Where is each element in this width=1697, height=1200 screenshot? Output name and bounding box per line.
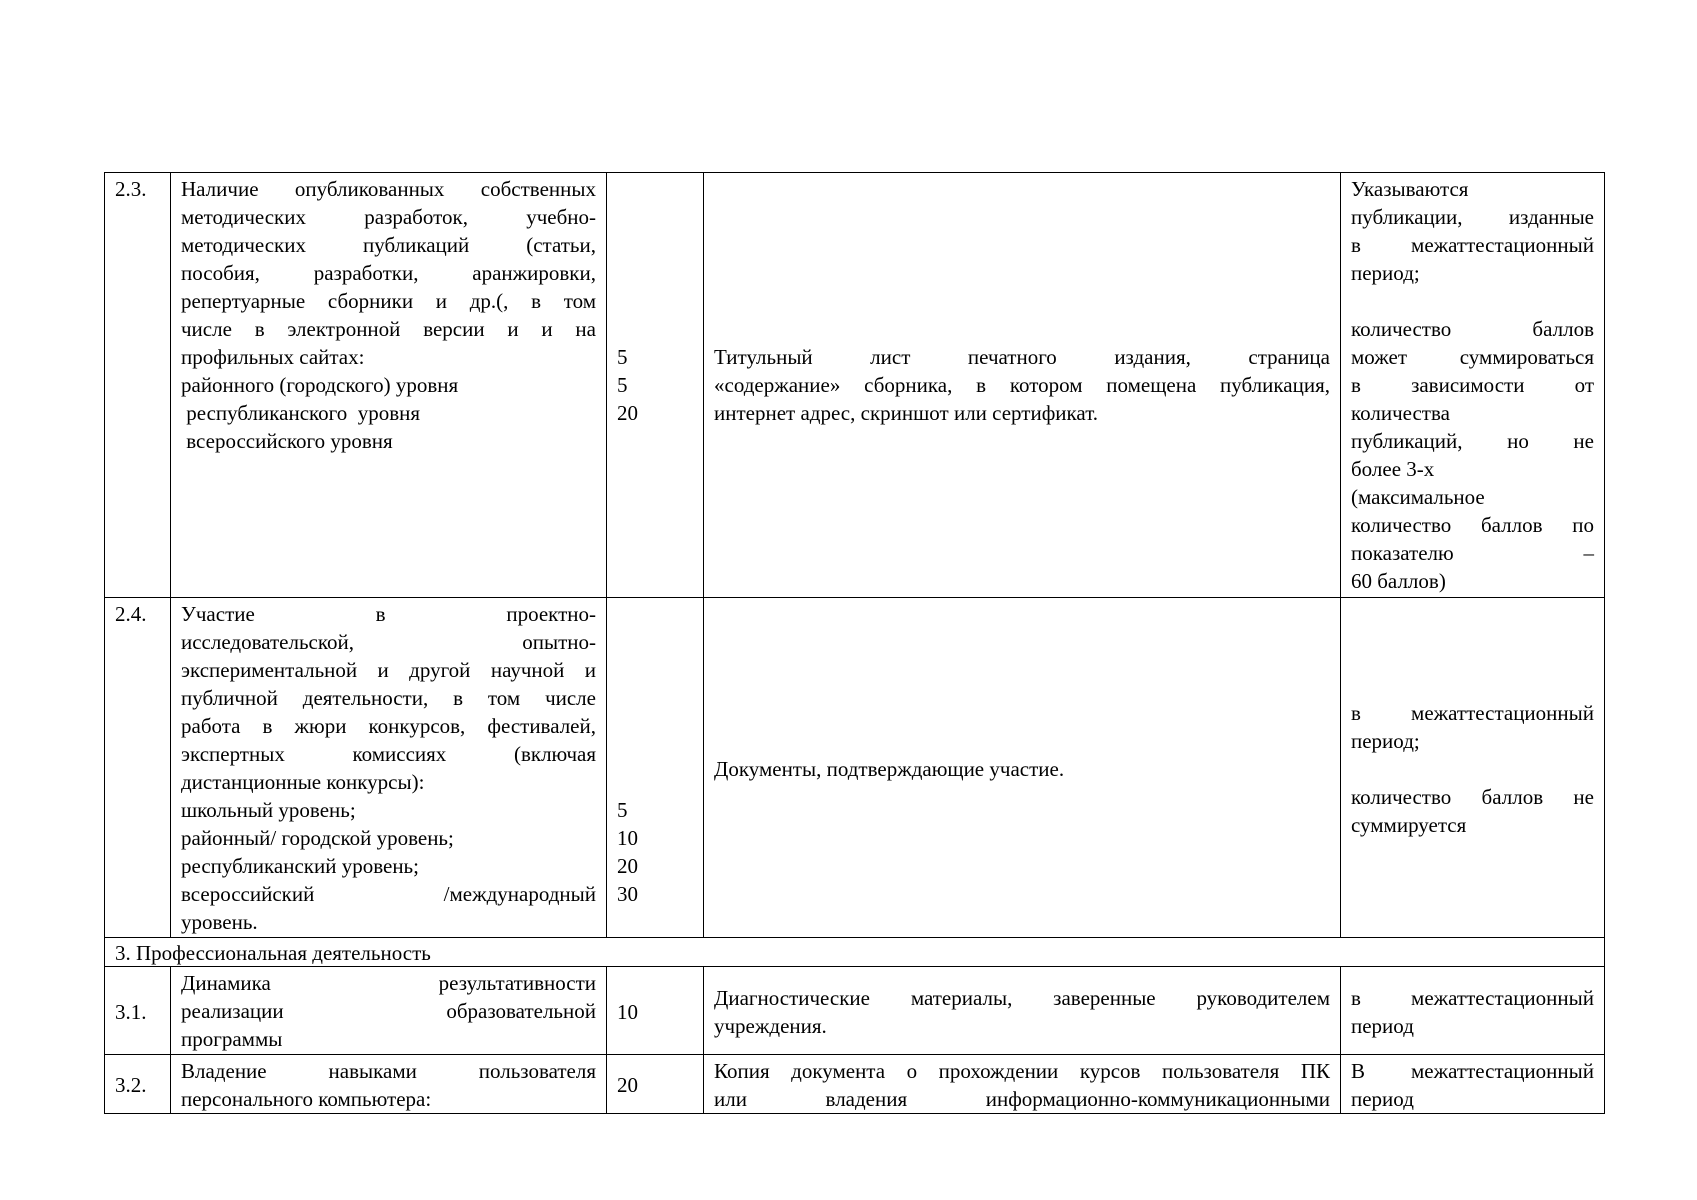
- note-line: количество баллов по: [1351, 513, 1594, 537]
- note-line: публикации, изданные: [1351, 205, 1594, 229]
- document-line: Диагностические материалы, заверенные руководителем: [714, 985, 1330, 1010]
- note-line: В межаттестационный: [1351, 1059, 1594, 1083]
- note-line: более 3-х: [1351, 457, 1435, 481]
- section-title: 3. Профессиональная деятельность: [115, 941, 431, 965]
- level-label: республиканского уровня: [181, 401, 421, 425]
- level-label: всероссийский /международный: [181, 882, 596, 906]
- indicator-line: профильных сайтах:: [181, 345, 365, 369]
- indicator-line: методических публикаций (статьи,: [181, 233, 596, 257]
- note-cell: [1341, 967, 1605, 1055]
- indicator-line: публичной деятельности, в том числе: [181, 686, 596, 710]
- criteria-table: [104, 172, 1605, 1114]
- points-value: 20: [617, 854, 638, 878]
- note-line: может суммироваться: [1351, 345, 1594, 369]
- points-cell: [607, 598, 704, 938]
- indicator-line: числе в электронной версии и и на: [181, 317, 596, 341]
- indicator-line: Динамика результативности: [181, 971, 596, 995]
- note-line: в зависимости от: [1351, 373, 1594, 397]
- points-value: 5: [617, 345, 628, 369]
- row-number: 3.2.: [115, 1073, 147, 1097]
- indicator-line: пособия, разработки, аранжировки,: [181, 261, 596, 285]
- indicator-cell: [171, 967, 607, 1055]
- points-value: 30: [617, 882, 638, 906]
- points-value: 20: [617, 1073, 638, 1097]
- level-label: уровень.: [181, 910, 258, 934]
- table-row-3-2: [105, 1055, 1605, 1114]
- document-line: «содержание» сборника, в котором помещена публикация,: [714, 373, 1330, 397]
- indicator-line: экспериментальной и другой научной и: [181, 658, 596, 682]
- note-spacer: [1351, 755, 1594, 783]
- document-line: или владения информационно-коммуникационными: [714, 1087, 1330, 1111]
- row-number: 2.4.: [115, 602, 147, 626]
- points-cell: [607, 1055, 704, 1114]
- note-line: 60 баллов): [1351, 569, 1446, 593]
- note-line: в межаттестационный: [1351, 700, 1594, 725]
- note-line: в межаттестационный: [1351, 233, 1594, 257]
- note-line: (максимальное: [1351, 485, 1485, 509]
- table-row-2-4: [105, 598, 1605, 938]
- note-cell: [1341, 598, 1605, 938]
- points-cell: [607, 967, 704, 1055]
- note-line: период;: [1351, 728, 1420, 753]
- section-header-row: [105, 938, 1605, 967]
- document-cell: [704, 1055, 1341, 1114]
- level-label: школьный уровень;: [181, 798, 356, 822]
- indicator-line: репертуарные сборники и др.(, в том: [181, 289, 596, 313]
- document-line: Документы, подтверждающие участие.: [714, 756, 1065, 781]
- indicator-cell: [171, 173, 607, 598]
- document-cell: [704, 598, 1341, 938]
- note-line: количество баллов: [1351, 317, 1594, 341]
- document-line: интернет адрес, скриншот или сертификат.: [714, 401, 1099, 425]
- indicator-line: методических разработок, учебно-: [181, 205, 596, 229]
- level-label: всероссийского уровня: [181, 429, 393, 453]
- note-spacer: [1351, 287, 1594, 315]
- indicator-line: Владение навыками пользователя: [181, 1059, 596, 1083]
- note-line: период: [1351, 1087, 1414, 1111]
- points-cell: [607, 173, 704, 598]
- level-label: районного (городского) уровня: [181, 373, 459, 397]
- indicator-line: дистанционные конкурсы):: [181, 770, 425, 794]
- points-value: 20: [617, 401, 638, 425]
- table-row-3-1: [105, 967, 1605, 1055]
- level-label: районный/ городской уровень;: [181, 826, 454, 850]
- note-line: количества: [1351, 401, 1450, 425]
- note-line: количество баллов не: [1351, 784, 1594, 809]
- points-value: 5: [617, 373, 628, 397]
- row-number: 2.3.: [115, 177, 147, 201]
- indicator-line: персонального компьютера:: [181, 1087, 432, 1111]
- level-label: республиканский уровень;: [181, 854, 419, 878]
- row-number-cell: [105, 1055, 171, 1114]
- indicator-line: реализации образовательной: [181, 999, 596, 1023]
- indicator-line: Наличие опубликованных собственных: [181, 177, 596, 201]
- indicator-line: Участие в проектно-: [181, 602, 596, 626]
- row-number-cell: [105, 173, 171, 598]
- note-cell: [1341, 173, 1605, 598]
- points-value: 5: [617, 798, 628, 822]
- document-line: Копия документа о прохождении курсов пользователя ПК: [714, 1059, 1330, 1083]
- indicator-line: экспертных комиссиях (включая: [181, 742, 596, 766]
- indicator-line: работа в жюри конкурсов, фестивалей,: [181, 714, 596, 738]
- points-value: 10: [617, 999, 638, 1024]
- table-row-2-3: [105, 173, 1605, 598]
- points-value: 10: [617, 826, 638, 850]
- document-cell: [704, 173, 1341, 598]
- document-line: Титульный лист печатного издания, страница: [714, 345, 1330, 369]
- note-line: в межаттестационный: [1351, 985, 1594, 1010]
- indicator-line: программы: [181, 1027, 283, 1051]
- document-cell: [704, 967, 1341, 1055]
- note-line: период;: [1351, 261, 1420, 285]
- section-title-cell: [105, 938, 1605, 967]
- note-line: суммируется: [1351, 812, 1467, 837]
- note-cell: [1341, 1055, 1605, 1114]
- note-line: Указываются: [1351, 177, 1469, 201]
- note-line: показателю –: [1351, 541, 1594, 565]
- indicator-line: исследовательской, опытно-: [181, 630, 596, 654]
- row-number-cell: [105, 967, 171, 1055]
- row-number-cell: [105, 598, 171, 938]
- indicator-cell: [171, 1055, 607, 1114]
- note-line: период: [1351, 1013, 1414, 1038]
- document-line: учреждения.: [714, 1013, 827, 1038]
- indicator-cell: [171, 598, 607, 938]
- note-line: публикаций, но не: [1351, 429, 1594, 453]
- row-number: 3.1.: [115, 999, 147, 1024]
